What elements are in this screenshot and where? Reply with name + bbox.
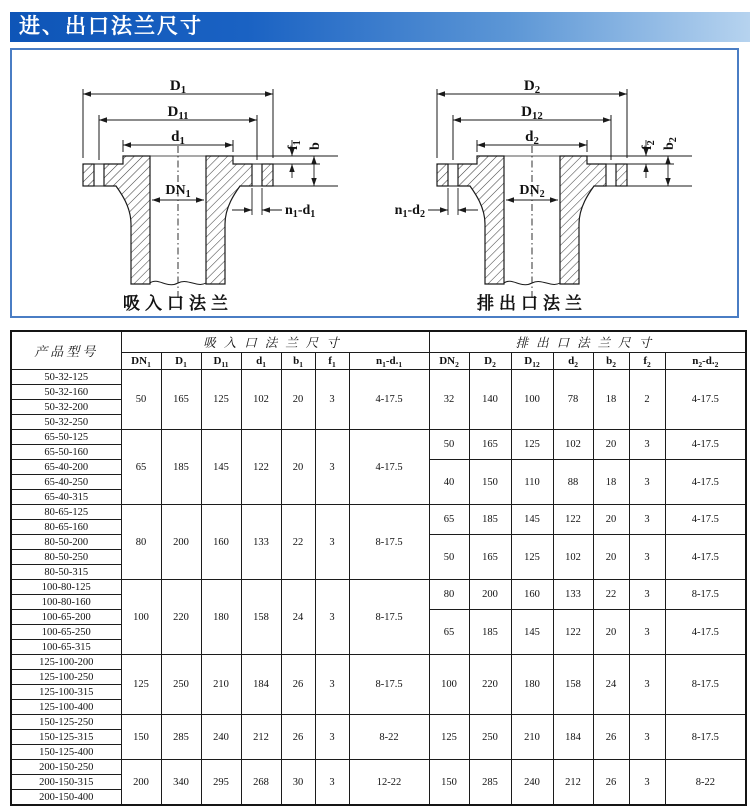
product-model-cell: 200-150-250 [11,760,121,775]
suction-value-cell: 220 [161,580,201,655]
suction-value-cell: 185 [161,430,201,505]
discharge-value-cell: 8-22 [665,760,746,806]
svg-text:d2: $d_2$ [525,129,539,147]
suction-value-cell: 102 [241,370,281,430]
svg-text:n1-d2: $n_1-d_2$ [394,203,425,220]
discharge-value-cell: 88 [553,460,593,505]
suction-value-cell: 8-17.5 [349,655,429,715]
flange-drawings-panel [10,48,739,318]
discharge-value-cell: 3 [629,430,665,460]
table-row [11,760,746,775]
svg-text:DN1: $DN_1$ [165,183,191,200]
discharge-value-cell: 18 [593,370,629,430]
discharge-value-cell: 285 [469,760,511,806]
discharge-value-cell: 22 [593,580,629,610]
suction-value-cell: 160 [201,505,241,580]
discharge-value-cell: 102 [553,535,593,580]
discharge-value-cell: 185 [469,610,511,655]
discharge-value-cell: 150 [429,760,469,806]
product-model-cell: 150-125-250 [11,715,121,730]
discharge-value-cell: 26 [593,760,629,806]
svg-text:D2: $D_2$ [523,78,541,96]
svg-text:D11: $D_{11}$ [167,104,189,122]
svg-text:f2: $f_2$ [640,140,657,150]
discharge-group-header: 排出口法兰尺寸 [429,331,746,353]
discharge-value-cell: 3 [629,460,665,505]
discharge-value-cell: 8-17.5 [665,580,746,610]
suction-value-cell: 4-17.5 [349,370,429,430]
discharge-value-cell: 110 [511,460,553,505]
suction-value-cell: 100 [121,580,161,655]
product-model-cell: 65-40-315 [11,490,121,505]
suction-value-cell: 3 [315,655,349,715]
discharge-value-cell: 20 [593,505,629,535]
suction-value-cell: 240 [201,715,241,760]
discharge-value-cell: 4-17.5 [665,535,746,580]
discharge-value-cell: 100 [511,370,553,430]
discharge-value-cell: 145 [511,610,553,655]
suction-value-cell: 80 [121,505,161,580]
suction-value-cell: 3 [315,760,349,806]
discharge-value-cell: 200 [469,580,511,610]
discharge-value-cell: 40 [429,460,469,505]
svg-text:D1: $D_1$ [169,78,187,96]
product-model-cell: 80-50-315 [11,565,121,580]
svg-text:DN2: $DN_2$ [519,183,545,200]
discharge-value-cell: 160 [511,580,553,610]
suction-value-cell: 295 [201,760,241,806]
suction-value-cell: 158 [241,580,281,655]
suction-value-cell: 340 [161,760,201,806]
suction-value-cell: 20 [281,430,315,505]
discharge-value-cell: 125 [429,715,469,760]
product-model-header: 产品型号 [11,331,121,370]
svg-text:f1: $f_1$ [286,140,303,150]
suction-value-cell: 125 [201,370,241,430]
suction-value-cell: 8-17.5 [349,505,429,580]
product-model-cell: 125-100-200 [11,655,121,670]
product-model-cell: 100-65-315 [11,640,121,655]
suction-value-cell: 3 [315,370,349,430]
col-header-d1s: $d_1$ [241,353,281,370]
table-row [11,655,746,670]
suction-value-cell: 180 [201,580,241,655]
discharge-value-cell: 102 [553,430,593,460]
suction-value-cell: 122 [241,430,281,505]
section-banner [10,12,750,42]
discharge-value-cell: 125 [511,430,553,460]
discharge-value-cell: 3 [629,535,665,580]
table-group-header-row [11,331,746,353]
suction-value-cell: 8-17.5 [349,580,429,655]
product-model-cell: 50-32-125 [11,370,121,385]
discharge-value-cell: 133 [553,580,593,610]
col-header-d1: $D_1$ [161,353,201,370]
discharge-value-cell: 3 [629,505,665,535]
discharge-value-cell: 240 [511,760,553,806]
product-model-cell: 65-50-160 [11,445,121,460]
product-model-cell: 80-65-125 [11,505,121,520]
suction-value-cell: 268 [241,760,281,806]
col-header-f1: $f_1$ [315,353,349,370]
col-header-b2: $b_2$ [593,353,629,370]
col-header-d2: $D_2$ [469,353,511,370]
product-model-cell: 200-150-400 [11,790,121,806]
product-model-cell: 150-125-315 [11,730,121,745]
discharge-value-cell: 150 [469,460,511,505]
product-model-cell: 100-65-200 [11,610,121,625]
discharge-value-cell: 3 [629,655,665,715]
suction-value-cell: 26 [281,715,315,760]
product-model-cell: 125-100-250 [11,670,121,685]
suction-value-cell: 150 [121,715,161,760]
discharge-value-cell: 20 [593,610,629,655]
discharge-value-cell: 210 [511,715,553,760]
discharge-value-cell: 8-17.5 [665,715,746,760]
discharge-value-cell: 4-17.5 [665,460,746,505]
product-model-cell: 80-50-200 [11,535,121,550]
svg-text:吸入口法兰: 吸入口法兰 [123,294,233,313]
suction-value-cell: 210 [201,655,241,715]
svg-text:排出口法兰: 排出口法兰 [477,294,587,313]
suction-value-cell: 3 [315,430,349,505]
discharge-value-cell: 4-17.5 [665,505,746,535]
suction-value-cell: 4-17.5 [349,430,429,505]
discharge-value-cell: 4-17.5 [665,370,746,430]
product-model-cell: 65-50-125 [11,430,121,445]
product-model-cell: 100-80-125 [11,580,121,595]
discharge-value-cell: 3 [629,760,665,806]
discharge-value-cell: 50 [429,430,469,460]
discharge-value-cell: 185 [469,505,511,535]
table-row [11,715,746,730]
suction-value-cell: 250 [161,655,201,715]
col-header-n1d1: $n_1-d._1$ [349,353,429,370]
suction-value-cell: 30 [281,760,315,806]
col-header-n2d2: $n_2-d._2$ [665,353,746,370]
discharge-value-cell: 20 [593,535,629,580]
discharge-value-cell: 165 [469,535,511,580]
suction-value-cell: 125 [121,655,161,715]
discharge-value-cell: 122 [553,505,593,535]
svg-text:b: b [308,142,323,150]
discharge-value-cell: 158 [553,655,593,715]
suction-value-cell: 50 [121,370,161,430]
discharge-value-cell: 180 [511,655,553,715]
discharge-value-cell: 2 [629,370,665,430]
discharge-value-cell: 122 [553,610,593,655]
discharge-value-cell: 4-17.5 [665,610,746,655]
product-model-cell: 80-65-160 [11,520,121,535]
discharge-value-cell: 50 [429,535,469,580]
discharge-value-cell: 125 [511,535,553,580]
discharge-value-cell: 65 [429,610,469,655]
product-model-cell: 100-80-160 [11,595,121,610]
product-model-cell: 80-50-250 [11,550,121,565]
product-model-cell: 65-40-200 [11,460,121,475]
discharge-value-cell: 140 [469,370,511,430]
suction-value-cell: 145 [201,430,241,505]
suction-value-cell: 212 [241,715,281,760]
page-title: 进、出口法兰尺寸 [19,15,203,38]
suction-value-cell: 3 [315,580,349,655]
product-model-cell: 50-32-200 [11,400,121,415]
product-model-cell: 150-125-400 [11,745,121,760]
suction-value-cell: 65 [121,430,161,505]
suction-value-cell: 200 [121,760,161,806]
suction-value-cell: 200 [161,505,201,580]
svg-text:b2: $b_2$ [662,137,679,150]
discharge-value-cell: 26 [593,715,629,760]
product-model-cell: 125-100-315 [11,685,121,700]
svg-text:n1-d1: $n_1-d_1$ [285,203,316,220]
suction-value-cell: 22 [281,505,315,580]
col-header-dn1: $DN_1$ [121,353,161,370]
product-model-cell: 65-40-250 [11,475,121,490]
col-header-d12: $D_{12}$ [511,353,553,370]
suction-value-cell: 3 [315,715,349,760]
discharge-value-cell: 3 [629,610,665,655]
suction-value-cell: 12-22 [349,760,429,806]
discharge-value-cell: 80 [429,580,469,610]
table-row [11,370,746,385]
col-header-d2s: $d_2$ [553,353,593,370]
product-model-cell: 50-32-250 [11,415,121,430]
discharge-value-cell: 65 [429,505,469,535]
col-header-dn2: $DN_2$ [429,353,469,370]
product-model-cell: 100-65-250 [11,625,121,640]
suction-value-cell: 3 [315,505,349,580]
col-header-d11: $D_{11}$ [201,353,241,370]
suction-value-cell: 133 [241,505,281,580]
discharge-value-cell: 184 [553,715,593,760]
discharge-value-cell: 220 [469,655,511,715]
suction-value-cell: 184 [241,655,281,715]
discharge-value-cell: 145 [511,505,553,535]
suction-value-cell: 8-22 [349,715,429,760]
svg-text:d1: $d_1$ [171,129,185,147]
discharge-value-cell: 18 [593,460,629,505]
discharge-value-cell: 8-17.5 [665,655,746,715]
suction-group-header: 吸入口法兰尺寸 [121,331,429,353]
table-sub-header-row [11,353,746,370]
discharge-flange-drawing [380,52,730,314]
table-row [11,505,746,520]
flange-dimensions-table [10,330,747,806]
product-model-cell: 125-100-400 [11,700,121,715]
discharge-value-cell: 4-17.5 [665,430,746,460]
suction-value-cell: 285 [161,715,201,760]
discharge-value-cell: 212 [553,760,593,806]
col-header-f2: $f_2$ [629,353,665,370]
discharge-value-cell: 250 [469,715,511,760]
suction-value-cell: 26 [281,655,315,715]
col-header-b1: $b_1$ [281,353,315,370]
discharge-value-cell: 3 [629,715,665,760]
suction-flange-drawing [26,52,376,314]
discharge-value-cell: 165 [469,430,511,460]
table-row [11,430,746,445]
svg-text:D12: $D_{12}$ [521,104,543,122]
suction-value-cell: 24 [281,580,315,655]
discharge-value-cell: 20 [593,430,629,460]
discharge-value-cell: 32 [429,370,469,430]
suction-value-cell: 20 [281,370,315,430]
suction-value-cell: 165 [161,370,201,430]
table-row [11,580,746,595]
discharge-value-cell: 3 [629,580,665,610]
discharge-value-cell: 100 [429,655,469,715]
discharge-value-cell: 24 [593,655,629,715]
product-model-cell: 200-150-315 [11,775,121,790]
discharge-value-cell: 78 [553,370,593,430]
product-model-cell: 50-32-160 [11,385,121,400]
